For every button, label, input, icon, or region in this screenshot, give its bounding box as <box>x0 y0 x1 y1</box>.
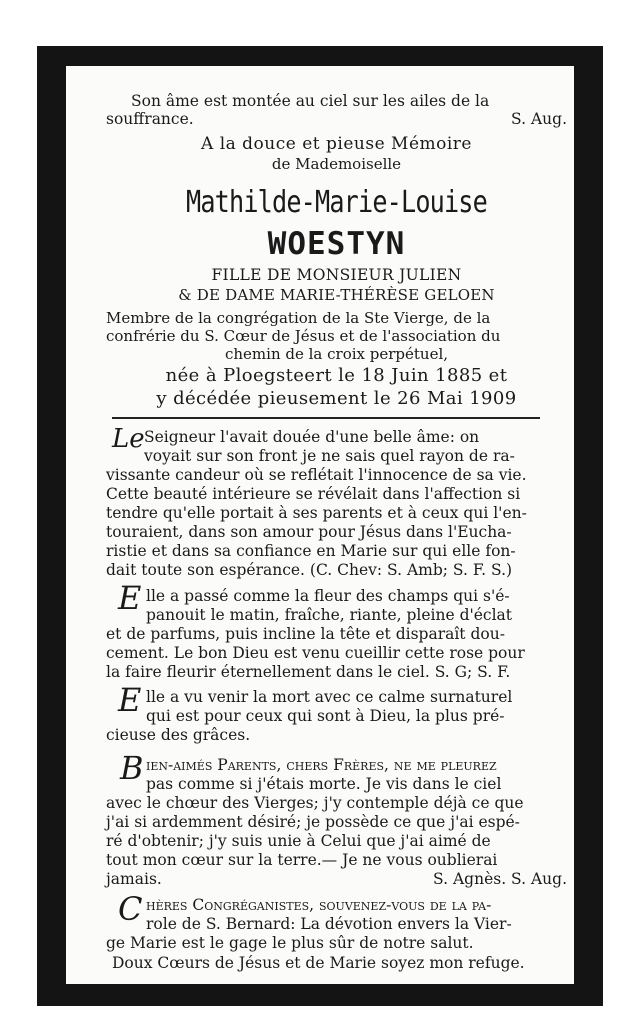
memorial-heading: A la douce et pieuse Mémoire <box>201 134 472 154</box>
epigraph-line-1: Son âme est montée au ciel sur les ailes de la <box>131 92 490 110</box>
paragraph-1-line-8: dait toute son espérance. (C. Chev: S. Amb; S. F. S.) <box>106 561 513 579</box>
paragraph-5-line-2: role de S. Bernard: La dévotion envers la Vier- <box>146 915 512 933</box>
paragraph-4-signature: S. Agnès. S. Aug. <box>433 870 567 888</box>
paragraph-5-line-3: ge Marie est le gage le plus sûr de notre salut. <box>106 934 474 952</box>
dropcap-1: Le <box>112 424 145 454</box>
dropcap-5: C <box>118 890 143 928</box>
memorial-subheading: de Mademoiselle <box>271 155 402 173</box>
divider-rule <box>112 417 540 419</box>
paragraph-4-line-6: tout mon cœur sur la terre.— Je ne vous oublierai <box>106 851 498 869</box>
epigraph-attribution: S. Aug. <box>511 110 567 128</box>
membership-line-1: Membre de la congrégation de la Ste Vierge, de la <box>106 309 491 327</box>
paragraph-1-line-2: voyait sur son front je ne sais quel rayon de ra- <box>144 447 515 465</box>
given-names: Mathilde-Marie-Louise <box>186 185 487 220</box>
paragraph-4-line-7: jamais. <box>106 870 162 888</box>
paragraph-1-line-5: tendre qu'elle portait à ses parents et à ceux qui l'en- <box>106 504 527 522</box>
paragraph-2-line-5: la faire fleurir éternellement dans le ciel. S. G; S. F. <box>106 663 511 681</box>
paragraph-4-line-5: ré d'obtenir; j'y suis unie à Celui que j'ai aimé de <box>106 832 491 850</box>
paragraph-4-line-1: ien-aimés Parents, chers Frères, ne me pleurez <box>146 756 497 774</box>
paragraph-1-line-4: Cette beauté intérieure se révélait dans l'affection si <box>106 485 521 503</box>
parents-line-2: & DE DAME MARIE-THÉRÈSE GELOEN <box>178 286 495 304</box>
parents-line-1: FILLE DE MONSIEUR JULIEN <box>211 266 462 284</box>
paragraph-3-line-1: lle a vu venir la mort avec ce calme surnaturel <box>146 688 513 706</box>
epigraph-line-2: souffrance. <box>106 110 194 128</box>
paragraph-2-line-3: et de parfums, puis incline la tête et disparaît dou- <box>106 625 505 643</box>
paragraph-3-line-3: cieuse des grâces. <box>106 726 251 744</box>
paragraph-2-line-2: panouit le matin, fraîche, riante, pleine d'éclat <box>146 606 513 624</box>
dropcap-3: E <box>118 681 142 719</box>
surname: WOESTYN <box>267 226 406 262</box>
paragraph-4-line-2: pas comme si j'étais morte. Je vis dans le ciel <box>146 775 502 793</box>
paragraph-1-line-6: touraient, dans son amour pour Jésus dans l'Eucha- <box>106 523 512 541</box>
paragraph-4-line-4: j'ai si ardemment désiré; je possède ce que j'ai espé- <box>106 813 520 831</box>
paragraph-4-line-3: avec le chœur des Vierges; j'y contemple déjà ce que <box>106 794 524 812</box>
closing-prayer: Doux Cœurs de Jésus et de Marie soyez mon refuge. <box>112 954 525 972</box>
paragraph-5-line-1: hères Congréganistes, souvenez-vous de la pa- <box>146 896 492 914</box>
paragraph-1-line-7: ristie et dans sa confiance en Marie sur qui elle fon- <box>106 542 516 560</box>
dropcap-2: E <box>118 579 142 617</box>
birth-line: née à Ploegsteert le 18 Juin 1885 et <box>165 365 508 386</box>
dropcap-4: B <box>120 749 144 787</box>
paragraph-1-line-3: vissante candeur où se reflétait l'innocence de sa vie. <box>106 466 527 484</box>
membership-line-2: confrérie du S. Cœur de Jésus et de l'association du <box>106 327 501 345</box>
paragraph-2-line-1: lle a passé comme la fleur des champs qui s'é- <box>146 587 510 605</box>
death-line: y décédée pieusement le 26 Mai 1909 <box>156 388 517 409</box>
paragraph-1-line-1: Seigneur l'avait douée d'une belle âme: on <box>144 428 480 446</box>
paragraph-2-line-4: cement. Le bon Dieu est venu cueillir cette rose pour <box>106 644 525 662</box>
paragraph-3-line-2: qui est pour ceux qui sont à Dieu, la plus pré- <box>146 707 505 725</box>
membership-line-3: chemin de la croix perpétuel, <box>224 345 449 363</box>
